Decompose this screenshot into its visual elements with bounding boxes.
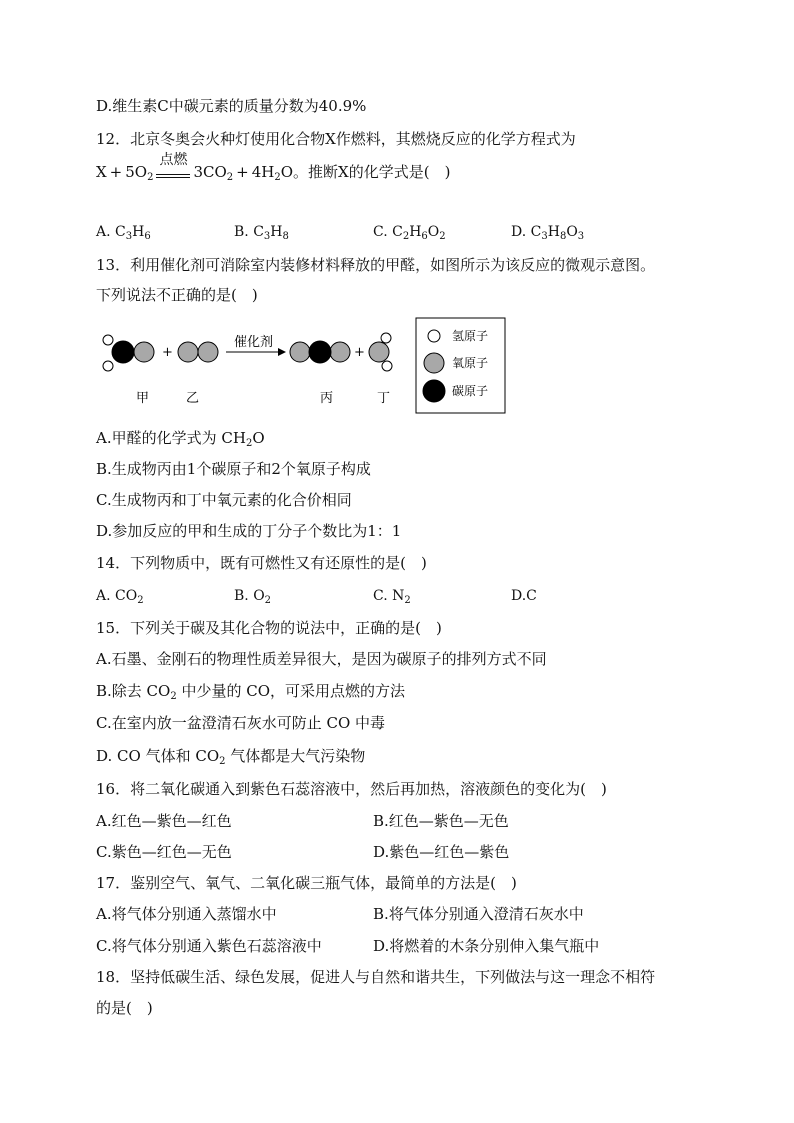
q14-option-b: B. $O_2$ (234, 588, 272, 606)
catalyst-label: 催化剂 (234, 335, 274, 350)
q15-option-b: B.除去 $CO_2$ 中少量的 CO，可采用点燃的方法 (96, 682, 406, 702)
label-bing: 丙 (320, 391, 334, 406)
plus-sign-1: + (162, 345, 173, 360)
q17-option-d: D.将燃着的木条分别伸入集气瓶中 (373, 937, 600, 955)
q17-option-c: C.将气体分别通入紫色石蕊溶液中 (96, 937, 322, 955)
hydrogen-atom-icon (428, 330, 440, 342)
oxygen-atom-icon (424, 353, 444, 373)
q15-option-d: D. CO 气体和 $CO_2$ 气体都是大气污染物 (96, 747, 366, 767)
q11-option-d: D.维生素C中碳元素的质量分数为40.9% (96, 97, 367, 115)
molecule-bing (290, 341, 350, 363)
legend-hydrogen: 氢原子 (452, 329, 489, 343)
legend-carbon: 碳原子 (452, 384, 489, 398)
reaction-condition: 点燃 (159, 152, 188, 168)
q18-stem-line1: 18．坚持低碳生活、绿色发展，促进人与自然和谐共生，下列做法与这一理念不相符 (96, 968, 656, 986)
plus-sign-2: + (354, 345, 365, 360)
q12-option-d: D. $C_3H_8O_3$ (511, 224, 585, 242)
label-jia: 甲 (136, 391, 150, 406)
molecule-jia (103, 335, 154, 371)
q15-stem: 15．下列关于碳及其化合物的说法中，正确的是( ) (96, 619, 442, 637)
q13-option-b: B.生成物丙由1个碳原子和2个氧原子构成 (96, 460, 371, 478)
q18-stem-line2: 的是( ) (96, 999, 153, 1017)
q14-option-c: C. $N_2$ (373, 588, 411, 606)
q12-stem: 12．北京冬奥会火种灯使用化合物X作燃料，其燃烧反应的化学方程式为 (96, 130, 576, 148)
legend-oxygen: 氧原子 (452, 356, 489, 370)
q13-option-c: C.生成物丙和丁中氧元素的化合价相同 (96, 491, 352, 509)
q12-question: 。推断X的化学式是( ) (293, 163, 451, 181)
q12-option-b: B. $C_3H_8$ (234, 224, 289, 242)
q16-stem: 16．将二氧化碳通入到紫色石蕊溶液中，然后再加热，溶液颜色的变化为( ) (96, 780, 607, 798)
q16-option-d: D.紫色—红色—紫色 (373, 843, 510, 861)
q12-option-a: A. $C_3H_6$ (96, 224, 151, 242)
q14-option-d: D.C (511, 588, 537, 604)
q16-option-c: C.紫色—红色—无色 (96, 843, 232, 861)
q16-option-a: A.红色—紫色—红色 (96, 812, 232, 830)
label-ding: 丁 (377, 391, 391, 406)
molecule-yi (178, 342, 218, 362)
q17-stem: 17．鉴别空气、氧气、二氧化碳三瓶气体，最简单的方法是( ) (96, 874, 517, 892)
q17-option-b: B.将气体分别通入澄清石灰水中 (373, 905, 584, 923)
q13-stem-line1: 13．利用催化剂可消除室内装修材料释放的甲醛，如图所示为该反应的微观示意图。 (96, 256, 656, 274)
molecule-ding (369, 333, 392, 371)
reaction-diagram (96, 316, 516, 416)
q13-option-d: D.参加反应的甲和生成的丁分子个数比为1：1 (96, 522, 402, 540)
q16-option-b: B.红色—紫色—无色 (373, 812, 509, 830)
q14-option-a: A. $CO_2$ (96, 588, 144, 606)
q15-option-c: C.在室内放一盆澄清石灰水可防止 CO 中毒 (96, 714, 386, 732)
q15-option-a: A.石墨、金刚石的物理性质差异很大，是因为碳原子的排列方式不同 (96, 650, 547, 668)
q12-equation: $X + 5O_2$ 点燃 $3CO_2 + 4H_2O$。推断X的化学式是( ) (96, 152, 451, 183)
q12-option-c: C. $C_2H_6O_2$ (373, 224, 446, 242)
carbon-atom-icon (423, 380, 445, 402)
label-yi: 乙 (186, 391, 200, 406)
reaction-arrow (154, 152, 192, 182)
q13-option-a: A.甲醛的化学式为 $CH_2O$ (96, 429, 265, 449)
legend (416, 318, 505, 413)
q17-option-a: A.将气体分别通入蒸馏水中 (96, 905, 277, 923)
q13-stem-line2: 下列说法不正确的是( ) (96, 286, 258, 304)
q14-stem: 14．下列物质中，既有可燃性又有还原性的是( ) (96, 554, 427, 572)
arrow-head-icon (278, 348, 286, 356)
